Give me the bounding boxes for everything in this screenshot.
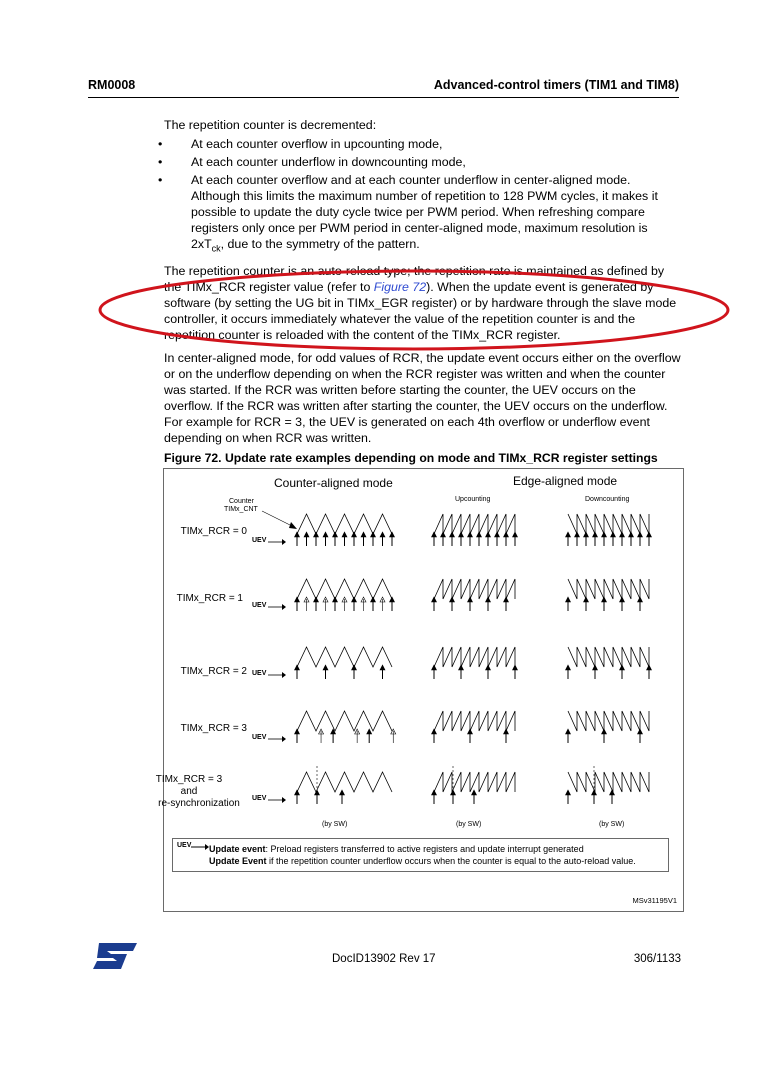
uev-arrow [295, 729, 300, 734]
uev-arrow [477, 532, 482, 537]
uev-arrow [593, 665, 598, 670]
legend-bold-2: Update Event [209, 856, 267, 866]
uev-arrow [304, 532, 309, 537]
uev-arrow [584, 532, 589, 537]
bullet-list [164, 136, 682, 256]
uev-arrow [367, 729, 372, 734]
counter-waveform [297, 711, 392, 731]
header-section-title: Advanced-control timers (TIM1 and TIM8) [433, 78, 679, 92]
header-doc-id: RM0008 [88, 78, 136, 92]
uev-arrow-icon [282, 797, 286, 803]
uev-label: UEV [252, 670, 267, 677]
uev-arrow [295, 665, 300, 670]
uev-arrow [342, 532, 347, 537]
figure-link[interactable]: Figure 72 [373, 280, 427, 295]
uev-arrow [432, 665, 437, 670]
uev-label: UEV [252, 537, 267, 544]
uev-arrow [495, 532, 500, 537]
uev-arrow [432, 729, 437, 734]
uev-arrow [472, 790, 477, 795]
uev-arrow [295, 597, 300, 602]
by-sw-label-down: (by SW) [599, 821, 625, 828]
footer-page-number: 306/1133 [633, 953, 681, 965]
uev-arrow [323, 532, 328, 537]
legend-uev-label: UEV [177, 842, 192, 849]
uev-arrow [468, 532, 473, 537]
uev-arrow [390, 597, 395, 602]
edge-aligned-title: Edge-aligned mode [513, 474, 618, 488]
uev-arrow [323, 665, 328, 670]
uev-arrow [592, 790, 597, 795]
bullet-text-tail: , due to the symmetry of the pattern. [220, 237, 420, 251]
uev-arrow [504, 532, 509, 537]
uev-arrow [486, 597, 491, 602]
footer-doc-revision: DocID13902 Rev 17 [332, 953, 436, 965]
uev-arrow [610, 790, 615, 795]
uev-arrow [513, 532, 518, 537]
uev-arrow [459, 532, 464, 537]
uev-arrow [575, 532, 580, 537]
legend-line-2 [209, 856, 636, 866]
uev-arrow-icon [282, 539, 286, 545]
uev-arrow [638, 729, 643, 734]
uev-label: UEV [252, 602, 267, 609]
uev-arrow [450, 532, 455, 537]
downcount-waveform [568, 579, 649, 599]
uev-arrow [295, 532, 300, 537]
uev-arrow [468, 729, 473, 734]
upcount-waveform [434, 579, 515, 599]
uev-arrow [459, 665, 464, 670]
uev-arrow [468, 597, 473, 602]
uev-arrow [504, 729, 509, 734]
downcount-waveform [568, 772, 649, 792]
cnt-label: TIMx_CNT [224, 506, 258, 513]
uev-arrow [333, 597, 338, 602]
uev-arrow [566, 597, 571, 602]
uev-arrow [380, 665, 385, 670]
uev-arrow [638, 532, 643, 537]
uev-arrow [352, 532, 357, 537]
downcount-waveform [568, 647, 649, 667]
counter-label: Counter [229, 498, 254, 505]
row-label-rcr2: TIMx_RCR = 2 [180, 666, 247, 677]
uev-arrow [566, 729, 571, 734]
uev-label: UEV [252, 795, 267, 802]
uev-arrow [432, 790, 437, 795]
uev-arrow [611, 532, 616, 537]
counter-waveform [297, 772, 392, 792]
downcount-waveform [568, 711, 649, 731]
figure-identifier: MSv31195V1 [632, 896, 677, 905]
uev-arrow [566, 790, 571, 795]
legend-text-2: if the repetition counter underflow occurs when the counter is equal to the auto-reload value. [266, 856, 636, 866]
upcount-waveform [434, 647, 515, 667]
bullet-text: At each counter overflow and at each counter underflow in center-aligned mode. Although this limits the maximum number of repetition to 128 PWM cycles, it makes it possible to update the duty cycle twice per PWM period. When refreshing compare registers only once per PWM period in center-aligned mode, maximum resolution is 2xT [191, 173, 658, 251]
figure-legend [172, 838, 669, 872]
uev-arrow [620, 597, 625, 602]
uev-arrow [451, 790, 456, 795]
para-text: ). When the update event is generated by software (by setting the UG bit in TIMx_EGR register) or by hardware through the slave mode controller, it occurs immediately whatever the value of the repetition counter is and the repetition counter is reloaded with the content of the TIMx_RCR register. [164, 280, 677, 343]
downcounting-label: Downcounting [585, 496, 630, 503]
bullet-item [164, 172, 682, 256]
intro-paragraph: The repetition counter is decremented: [164, 118, 377, 132]
uev-arrow [566, 665, 571, 670]
row-label-resync-2: and [180, 786, 198, 797]
uev-arrow [486, 532, 491, 537]
uev-arrow [566, 532, 571, 537]
row-label-rcr3: TIMx_RCR = 3 [180, 723, 247, 734]
uev-arrow [371, 597, 376, 602]
by-sw-label-center: (by SW) [322, 821, 348, 828]
upcount-waveform [434, 772, 515, 792]
uev-arrow [371, 532, 376, 537]
figure-72 [155, 468, 684, 912]
uev-arrow [602, 729, 607, 734]
legend-text-1: : Preload registers transferred to active registers and update interrupt generated [265, 844, 584, 854]
para-text: The repetition counter is an auto-reload type; the repetition rate is maintained as defined by the TIMx_RCR register value (refer to [164, 264, 665, 295]
figure-title: Figure 72. Update rate examples depending on mode and TIMx_RCR register settings [164, 451, 658, 465]
row-label-resync-1: TIMx_RCR = 3 [155, 774, 223, 785]
uev-arrow [638, 597, 643, 602]
by-sw-label-up: (by SW) [456, 821, 482, 828]
uev-arrow [361, 532, 366, 537]
upcount-waveform [434, 514, 515, 534]
uev-arrow [441, 532, 446, 537]
row-label-rcr0: TIMx_RCR = 0 [180, 526, 247, 537]
uev-arrow [602, 597, 607, 602]
uev-arrow [513, 665, 518, 670]
counter-waveform [297, 647, 392, 667]
uev-arrow [352, 665, 357, 670]
row-label-rcr1: TIMx_RCR = 1 [176, 593, 243, 604]
uev-arrow [504, 597, 509, 602]
uev-arrow [390, 532, 395, 537]
row-label-resync-3: re-synchronization [158, 798, 240, 809]
uev-arrow [380, 532, 385, 537]
uev-arrow [340, 790, 345, 795]
header-rule [88, 97, 679, 98]
upcounting-label: Upcounting [455, 496, 491, 503]
uev-arrow [486, 665, 491, 670]
uev-arrow [629, 532, 634, 537]
uev-arrow [295, 790, 300, 795]
uev-arrow [602, 532, 607, 537]
uev-arrow [432, 597, 437, 602]
uev-label: UEV [252, 734, 267, 741]
legend-bold-1: Update event [209, 844, 266, 854]
uev-arrow [314, 597, 319, 602]
uev-arrow [620, 532, 625, 537]
uev-arrow [333, 532, 338, 537]
counter-waveform [297, 579, 392, 599]
uev-arrow-icon [282, 604, 286, 610]
uev-arrow [593, 532, 598, 537]
uev-arrow [352, 597, 357, 602]
legend-uev-arrow-icon [191, 843, 209, 851]
upcount-waveform [434, 711, 515, 731]
legend-line-1 [209, 844, 584, 854]
uev-arrow [450, 597, 455, 602]
paragraph-center-aligned: In center-aligned mode, for odd values of RCR, the update event occurs either on the overflow or on the underflow depending on when the RCR register was written and when the counter was started. If the RCR was written before starting the counter, the UEV occurs on the overflow. If the RCR was written after starting the counter, the UEV occurs on the underflow. For example for RCR = 3, the UEV is generated on each 4th overflow or underflow event depending on when RCR was written. [164, 351, 681, 446]
uev-arrow [647, 665, 652, 670]
counter-waveform [297, 514, 392, 534]
uev-arrow [584, 597, 589, 602]
subscript-ck: ck [211, 243, 221, 254]
uev-arrow-icon [282, 672, 286, 678]
bullet-item: • At each counter underflow in downcounting mode, [164, 154, 682, 170]
uev-arrow [314, 532, 319, 537]
counter-pointer [289, 522, 297, 529]
uev-arrow [647, 532, 652, 537]
bullet-item: • At each counter overflow in upcounting mode, [164, 136, 682, 152]
downcount-waveform [568, 514, 649, 534]
uev-arrow [620, 665, 625, 670]
counter-pointer [262, 511, 294, 527]
red-annotation-ellipse [96, 266, 736, 366]
uev-arrow-icon [282, 736, 286, 742]
counter-aligned-title: Counter-aligned mode [274, 476, 393, 490]
uev-arrow [432, 532, 437, 537]
st-logo-icon [93, 943, 137, 969]
